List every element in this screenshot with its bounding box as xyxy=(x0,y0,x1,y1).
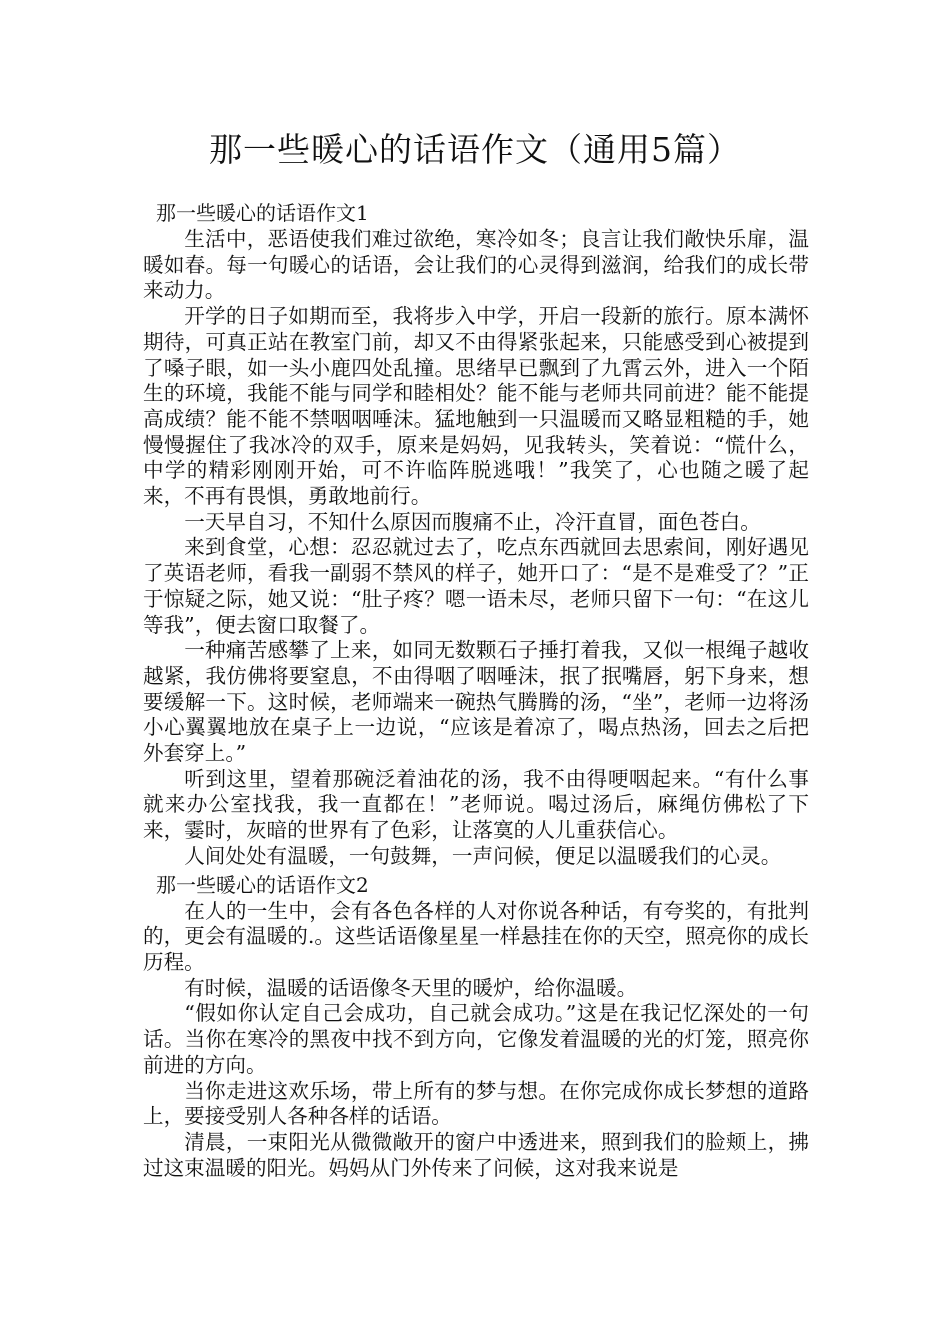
paragraph: 在人的一生中，会有各色各样的人对你说各种话，有夸奖的，有批判的，更会有温暖的.。这些话语像星星一样悬挂在你的天空，照亮你的成长历程。 xyxy=(143,898,809,974)
document-title: 那一些暖心的话语作文（通用5篇） xyxy=(209,130,741,169)
paragraph: 听到这里，望着那碗泛着油花的汤，我不由得哽咽起来。“有什么事就来办公室找我，我一直都在！”老师说。喝过汤后，麻绳仿佛松了下来，霎时，灰暗的世界有了色彩，让落寞的人儿重获信心。 xyxy=(143,766,809,843)
paragraph: 人间处处有温暖，一句鼓舞，一声问候，便足以温暖我们的心灵。 xyxy=(184,843,782,868)
paragraph: 当你走进这欢乐场，带上所有的梦与想。在你完成你成长梦想的道路上，要接受别人各种各样的话语。 xyxy=(143,1078,809,1129)
paragraph: 来到食堂，心想：忍忍就过去了，吃点东西就回去思索间，刚好遇见了英语老师，看我一副弱不禁风的样子，她开口了：“是不是难受了？”正于惊疑之际，她又说：“肚子疼？嗯一语未尽，老师只留下一句：“在这儿等我”，便去窗口取餐了。 xyxy=(143,535,809,637)
paragraph: 开学的日子如期而至，我将步入中学，开启一段新的旅行。原本满怀期待，可真正站在教室门前，却又不由得紧张起来，只能感受到心被提到了嗓子眼，如一头小鹿四处乱撞。思绪早已飘到了九霄云外，进入一个陌生的环境，我能不能与同学和睦相处？能不能与老师共同前进？能不能提高成绩？能不能不禁咽咽唾沫。猛地触到一只温暖而又略显粗糙的手，她慢慢握住了我冰冷的双手，原来是妈妈，见我转头，笑着说：“慌什么，中学的精彩刚刚开始，可不许临阵脱逃哦！”我笑了，心也随之暖了起来，不再有畏惧，勇敢地前行。 xyxy=(143,304,809,509)
paragraph: “假如你认定自己会成功，自己就会成功。”这是在我记忆深处的一句话。当你在寒冷的黑夜中找不到方向，它像发着温暖的光的灯笼，照亮你前进的方向。 xyxy=(143,1001,809,1077)
paragraph: 一天早自习，不知什么原因而腹痛不止，冷汗直冒，面色苍白。 xyxy=(184,509,761,534)
section-heading: 那一些暖心的话语作文2 xyxy=(156,872,369,897)
paragraph: 一种痛苦感攀了上来，如同无数颗石子捶打着我，又似一根绳子越收越紧，我仿佛将要窒息，不由得咽了咽唾沫，抿了抿嘴唇，躬下身来，想要缓解一下。这时候，老师端来一碗热气腾腾的汤，“坐”，老师一边将汤小心翼翼地放在桌子上一边说，“应该是着凉了，喝点热汤，回去之后把外套穿上。” xyxy=(143,638,809,766)
paragraph: 生活中，恶语使我们难过欲绝，寒冷如冬；良言让我们敞快乐扉，温暖如春。每一句暖心的话语，会让我们的心灵得到滋润，给我们的成长带来动力。 xyxy=(143,227,809,303)
section-heading: 那一些暖心的话语作文1 xyxy=(156,201,369,225)
paragraph: 清晨，一束阳光从微微敞开的窗户中透进来，照到我们的脸颊上，拂过这束温暖的阳光。妈妈从门外传来了问候，这对我来说是 xyxy=(143,1129,809,1180)
paragraph: 有时候，温暖的话语像冬天里的暖炉，给你温暖。 xyxy=(184,975,638,1000)
document-body xyxy=(143,198,809,1181)
